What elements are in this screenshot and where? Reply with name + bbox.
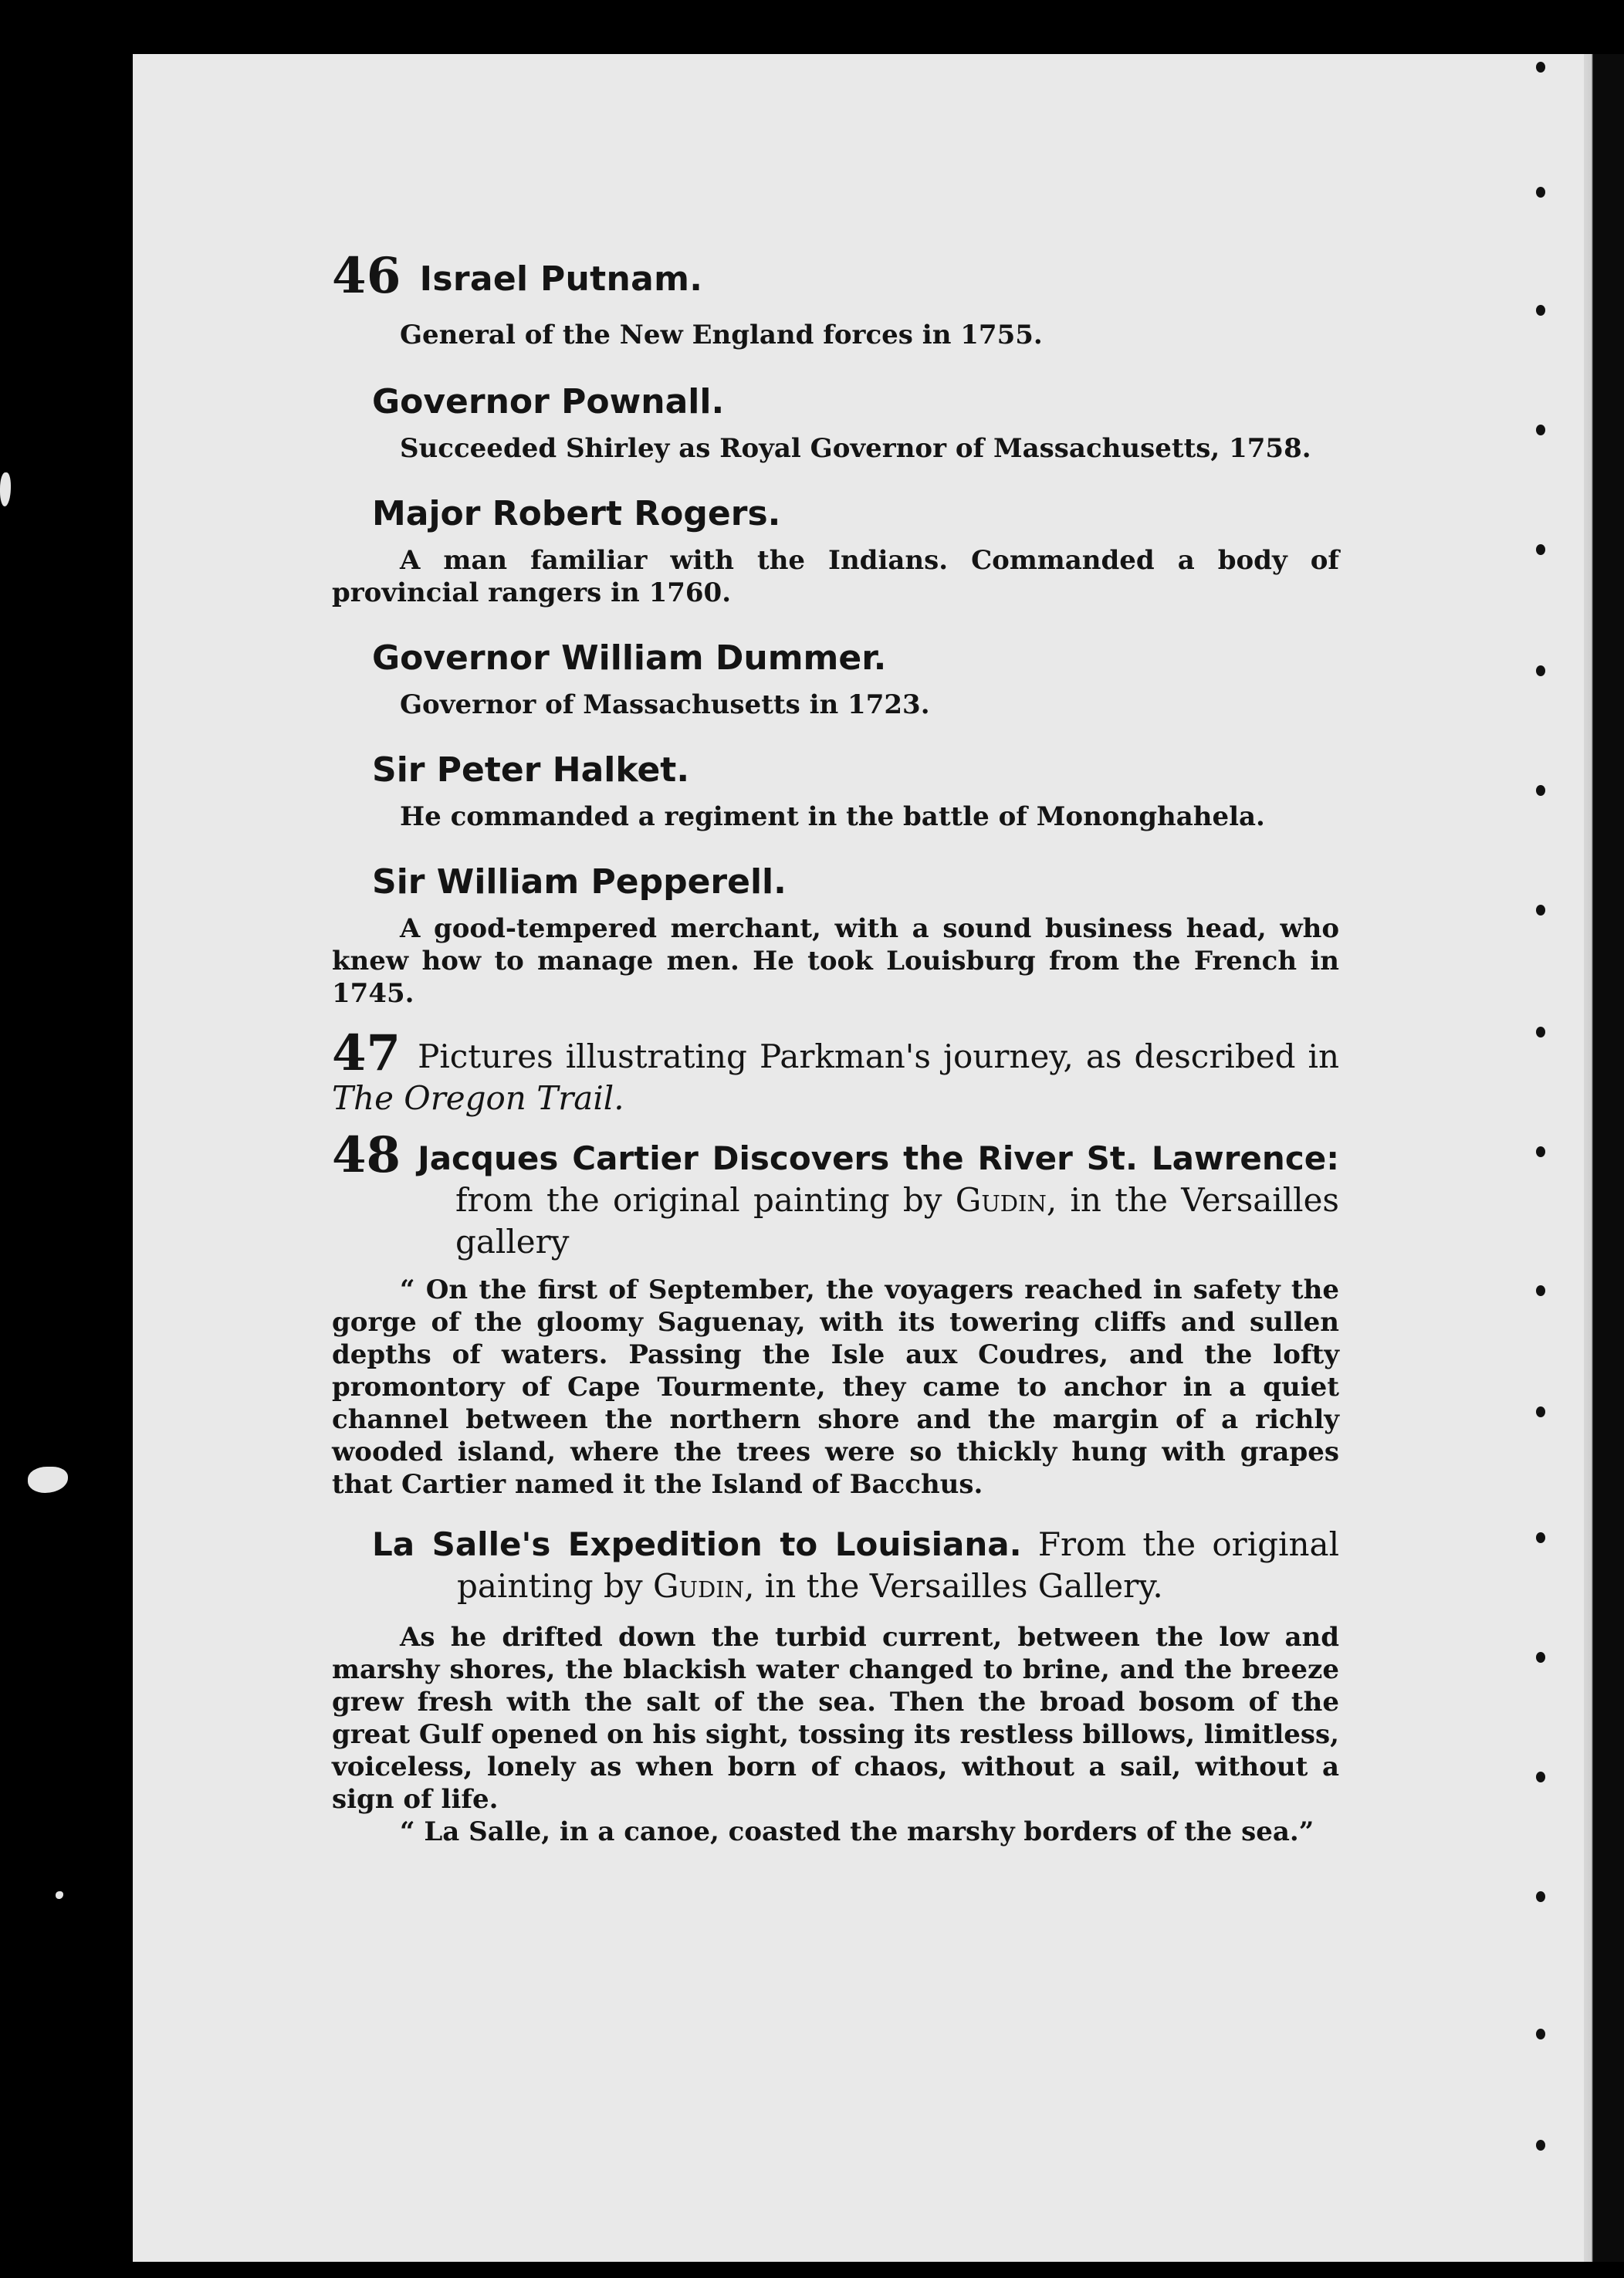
- painter-name: Gudin: [652, 1567, 745, 1605]
- entry-number: 46: [332, 247, 401, 305]
- entry-text: from the original painting by: [455, 1181, 942, 1219]
- binding-dot: [1536, 2029, 1545, 2039]
- binding-dot: [1536, 2140, 1545, 2151]
- entry-description: General of the New England forces in 1755.: [400, 320, 1043, 350]
- painter-name: Gudin: [955, 1181, 1047, 1219]
- binding-dot: [1536, 425, 1545, 435]
- entry-description: Succeeded Shirley as Royal Governor of Massachusetts, 1758.: [400, 433, 1311, 464]
- entry-title: Governor William Dummer.: [372, 638, 887, 678]
- binding-dot: [1536, 1285, 1545, 1296]
- entry-book-title: The Oregon Trail.: [332, 1079, 624, 1117]
- entry-title: Sir Peter Halket.: [372, 750, 690, 790]
- binding-dot: [1536, 905, 1545, 916]
- page-content: [332, 247, 1339, 1848]
- binding-dot: [1536, 1027, 1545, 1037]
- scan-blemish: [28, 1467, 68, 1493]
- entry-number: 48: [332, 1126, 401, 1184]
- binding-dot: [1536, 1891, 1545, 1902]
- scan-blemish: [56, 1891, 63, 1899]
- entry-quote: “ La Salle, in a canoe, coasted the marshy borders of the sea.”: [400, 1816, 1314, 1847]
- entry-description: Governor of Massachusetts in 1723.: [400, 689, 930, 720]
- entry-46-heading: [332, 247, 1339, 305]
- entry-text: , in the Versailles gallery: [455, 1181, 1339, 1261]
- entry-quote: “ On the first of September, the voyagers reached in safety the gorge of the gloomy Saguenay, with its towering cliffs and sullen depths of waters. Passing the Isle aux Coudres, and the lofty promontory of Cape Tourmente, they came to anchor in a quiet channel between the northern shore and the margin of a richly wooded island, where the trees were so thickly hung with grapes that Cartier named it the Island of Bacchus.: [332, 1274, 1339, 1500]
- binding-dot: [1536, 62, 1545, 73]
- binding-dot: [1536, 665, 1545, 676]
- scan-blemish: [0, 472, 11, 506]
- entry-text: Pictures illustrating Parkman's journey, as described in: [418, 1037, 1339, 1075]
- entry-number: 47: [332, 1024, 401, 1082]
- entry-title: Major Robert Rogers.: [372, 494, 781, 533]
- entry-text: , in the Versailles Gallery.: [744, 1567, 1163, 1605]
- entry-47: [332, 1024, 1339, 1119]
- entry-description: A man familiar with the Indians. Commanded a body of provincial rangers in 1760.: [332, 545, 1339, 608]
- entry-description: He commanded a regiment in the battle of Mononghahela.: [400, 801, 1265, 832]
- binding-edge: [1584, 54, 1624, 2262]
- entry-title: La Salle's Expedition to Louisiana.: [372, 1525, 1022, 1563]
- binding-dot: [1536, 1652, 1545, 1663]
- entry-title: Governor Pownall.: [372, 382, 725, 421]
- entry-description: A good-tempered merchant, with a sound business head, who knew how to manage men. He took Louisburg from the French in 1745.: [332, 913, 1339, 1009]
- entry-text: From the original painting by: [457, 1525, 1339, 1605]
- entry-quote: As he drifted down the turbid current, between the low and marshy shores, the blackish water changed to brine, and the breeze grew fresh with the salt of the sea. Then the broad bosom of the great Gulf opened on his sight, tossing its restless billows, limitless, voiceless, lonely as when born of chaos, without a sail, without a sign of life.: [332, 1622, 1339, 1815]
- entry-lasalle: [372, 1524, 1339, 1607]
- binding-dot: [1536, 785, 1545, 796]
- entry-48: [332, 1126, 1339, 1263]
- entry-title: Sir William Pepperell.: [372, 862, 787, 902]
- binding-dot: [1536, 544, 1545, 555]
- binding-dot: [1536, 305, 1545, 316]
- binding-dot: [1536, 1406, 1545, 1417]
- binding-dot: [1536, 1772, 1545, 1782]
- entry-title: Israel Putnam.: [419, 259, 703, 299]
- binding-dot: [1536, 1532, 1545, 1543]
- binding-dot: [1536, 187, 1545, 198]
- entry-title: Jacques Cartier Discovers the River St. Lawrence:: [418, 1139, 1339, 1177]
- binding-dot: [1536, 1146, 1545, 1157]
